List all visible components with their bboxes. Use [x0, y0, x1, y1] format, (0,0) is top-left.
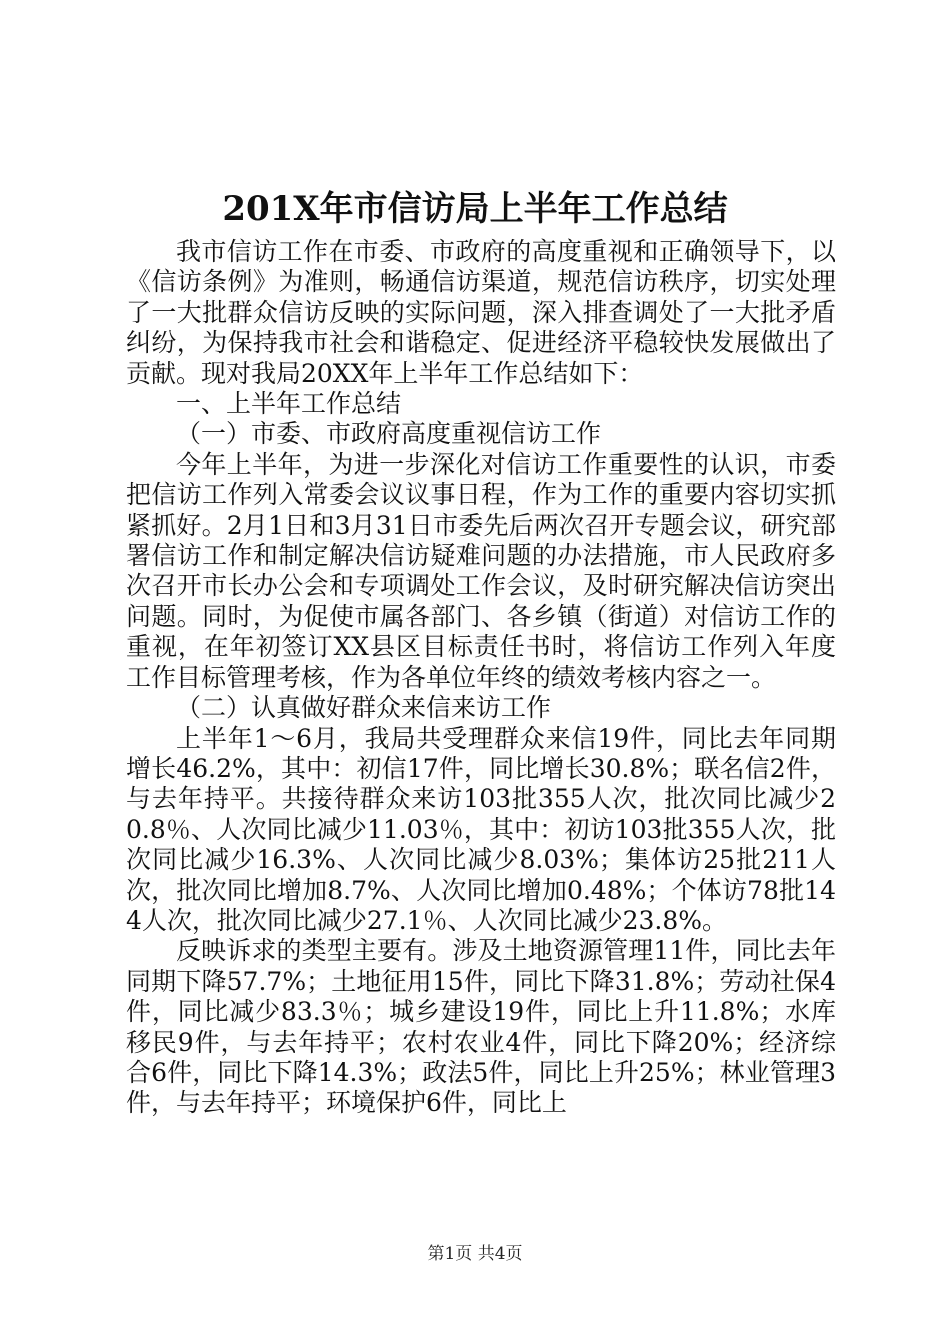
- intro-paragraph: 我市信访工作在市委、市政府的高度重视和正确领导下，以《信访条例》为准则，畅通信访渠道，规范信访秩序，切实处理了一大批群众信访反映的实际问题，深入排查调处了一大批矛盾纠纷，为保持我市社会和谐稳定、促进经济平稳较快发展做出了贡献。现对我局20XX年上半年工作总结如下：: [126, 237, 836, 388]
- page-footer: 第1页 共4页: [427, 1244, 523, 1264]
- body-paragraph-2: 上半年1～6月，我局共受理群众来信19件，同比去年同期增长46.2%，其中：初信17件，同比增长30.8%；联名信2件，与去年持平。共接待群众来访103批355人次，批次同比减少20.8％、人次同比减少11.03％，其中：初访103批355人次，批次同比减少16.3%、人次同比减少8.03%；集体访25批211人次，批次同比增加8.7%、人次同比增加0.48%；个体访78批144人次，批次同比减少27.1％、人次同比减少23.8%。: [126, 723, 836, 935]
- subsection-heading-1: （一）市委、市政府高度重视信访工作: [176, 419, 602, 449]
- document-body: [126, 237, 836, 1119]
- document-title: 201X年市信访局上半年工作总结: [222, 189, 728, 229]
- body-paragraph-1: 今年上半年，为进一步深化对信访工作重要性的认识，市委把信访工作列入常委会议议事日程，作为工作的重要内容切实抓紧抓好。2月1日和3月31日市委先后两次召开专题会议，研究部署信访工作和制定解决信访疑难问题的办法措施，市人民政府多次召开市长办公会和专项调处工作会议，及时研究解决信访突出问题。同时，为促使市属各部门、各乡镇（街道）对信访工作的重视，在年初签订XX县区目标责任书时，将信访工作列入年度工作目标管理考核，作为各单位年终的绩效考核内容之一。: [126, 449, 836, 692]
- subsection-heading-2: （二）认真做好群众来信来访工作: [176, 693, 552, 723]
- body-paragraph-3: 反映诉求的类型主要有。涉及土地资源管理11件，同比去年同期下降57.7%；土地征用15件，同比下降31.8%；劳动社保4件，同比减少83.3％；城乡建设19件，同比上升11.8%；水库移民9件，与去年持平；农村农业4件，同比下降20%；经济综合6件，同比下降14.3%；政法5件，同比上升25%；林业管理3件，与去年持平；环境保护6件，同比上: [126, 936, 836, 1118]
- section-heading-1: 一、上半年工作总结: [176, 389, 402, 419]
